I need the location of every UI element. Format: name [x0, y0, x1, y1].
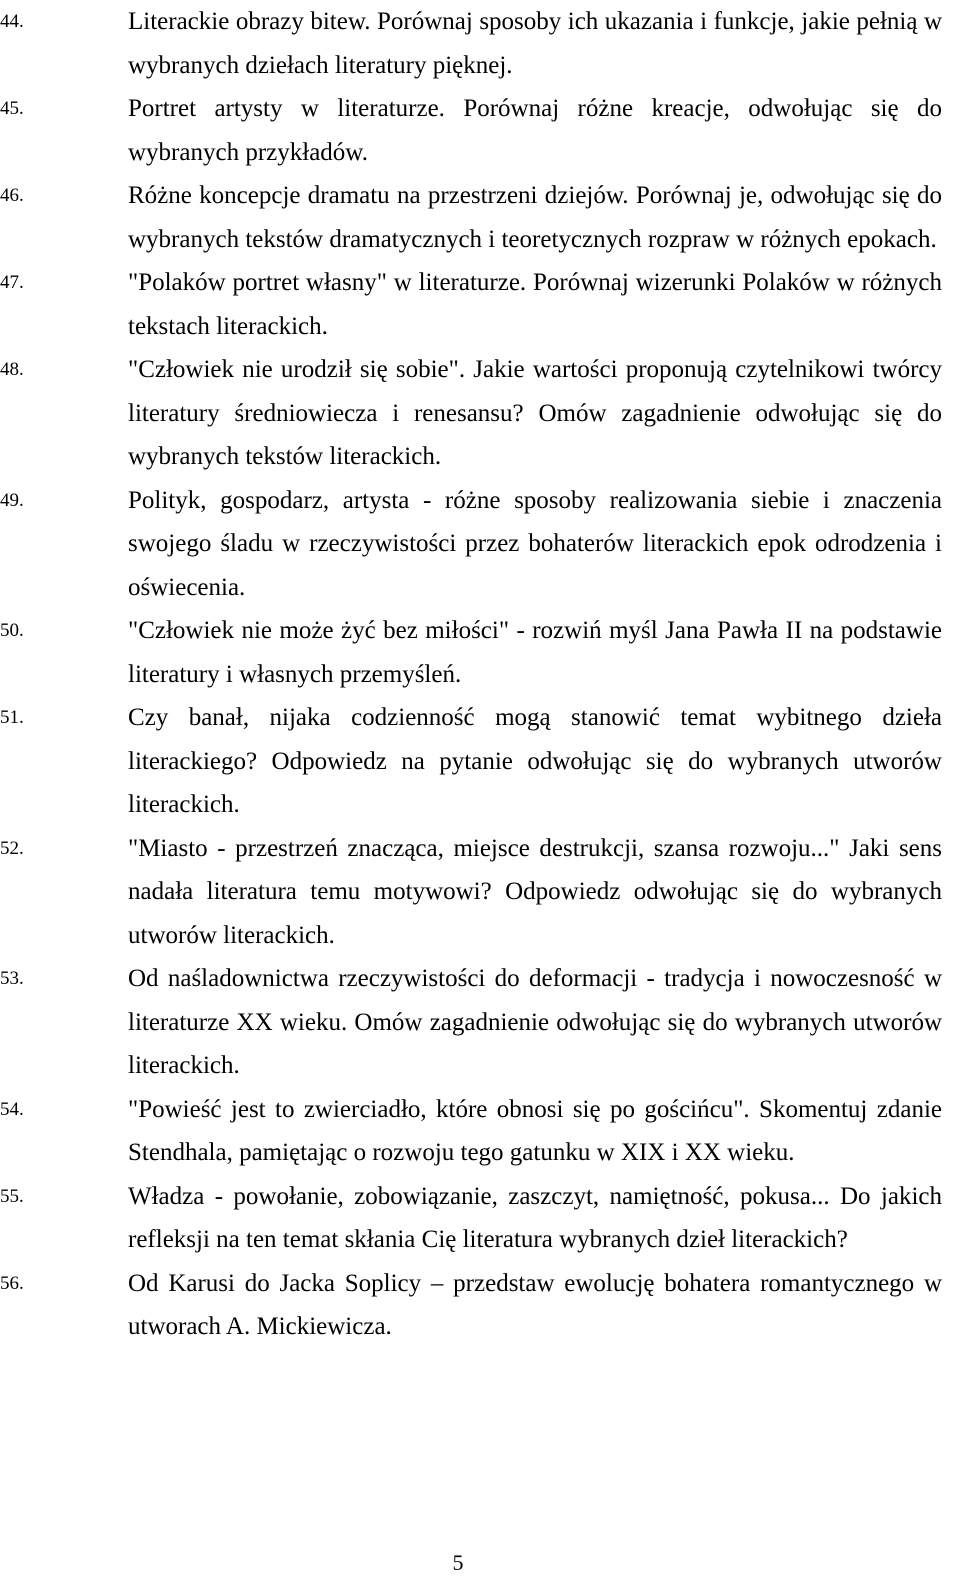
item-text: Literackie obrazy bitew. Porównaj sposoby ich ukazania i funkcje, jakie pełnią w wybranych dziełach literatury pięknej. [128, 8, 942, 79]
list-item [0, 87, 960, 174]
item-number: 45. [0, 98, 24, 119]
item-number: 55. [0, 1185, 24, 1207]
item-number: 53. [0, 968, 24, 989]
item-text: "Polaków portret własny" w literaturze. Porównaj wizerunki Polaków w różnych tekstach literackich. [128, 269, 942, 340]
item-number: 49. [0, 489, 24, 511]
item-text: "Powieść jest to zwierciadło, które obnosi się po gościńcu". Skomentuj zdanie Stendhala, pamiętając o rozwoju tego gatunku w XIX i XX wieku. [128, 1095, 942, 1166]
list-item [0, 696, 960, 827]
list-item [0, 1262, 960, 1349]
list-item [0, 609, 960, 696]
list-item [0, 479, 960, 610]
list-item [0, 957, 960, 1088]
item-number: 54. [0, 1098, 24, 1120]
item-text: "Człowiek nie urodził się sobie". Jakie wartości proponują czytelnikowi twórcy literatury średniowiecza i renesansu? Omów zagadnienie odwołując się do wybranych tekstów literackich. [128, 356, 942, 470]
item-number: 48. [0, 359, 24, 380]
list-item [0, 827, 960, 958]
item-number: 50. [0, 620, 24, 641]
item-number: 56. [0, 1272, 24, 1294]
item-number: 52. [0, 837, 24, 859]
list-item [0, 0, 960, 87]
item-text: Polityk, gospodarz, artysta - różne sposoby realizowania siebie i znaczenia swojego śladu w rzeczywistości przez bohaterów literackich epok odrodzenia i oświecenia. [128, 486, 942, 601]
list-item [0, 348, 960, 479]
item-text: Władza - powołanie, zobowiązanie, zaszczyt, namiętność, pokusa... Do jakich refleksji na ten temat skłania Cię literatura wybranych dzieł literackich? [128, 1182, 942, 1253]
item-text: "Człowiek nie może żyć bez miłości" - rozwiń myśl Jana Pawła II na podstawie literatury i własnych przemyśleń. [128, 617, 942, 688]
list-item [0, 261, 960, 348]
item-text: Portret artysty w literaturze. Porównaj różne kreacje, odwołując się do wybranych przykładów. [128, 95, 942, 166]
item-number: 47. [0, 272, 24, 293]
item-number: 46. [0, 185, 24, 206]
list-item [0, 1175, 960, 1262]
item-text: Od naśladownictwa rzeczywistości do deformacji - tradycja i nowoczesność w literaturze XX wieku. Omów zagadnienie odwołując się do wybranych utworów literackich. [128, 965, 942, 1079]
page-number: 5 [452, 1550, 464, 1575]
item-text: Czy banał, nijaka codzienność mogą stanowić temat wybitnego dzieła literackiego? Odpowiedz na pytanie odwołując się do wybranych utworów literackich. [128, 704, 942, 818]
list-item [0, 174, 960, 261]
list-item [0, 1088, 960, 1175]
item-text: Różne koncepcje dramatu na przestrzeni dziejów. Porównaj je, odwołując się do wybranych tekstów dramatycznych i teoretycznych rozpraw w różnych epokach. [128, 182, 942, 253]
item-text: "Miasto - przestrzeń znacząca, miejsce destrukcji, szansa rozwoju..." Jaki sens nadała literatura temu motywowi? Odpowiedz odwołując się do wybranych utworów literackich. [128, 834, 942, 949]
item-number: 44. [0, 11, 24, 32]
item-text: Od Karusi do Jacka Soplicy – przedstaw ewolucję bohatera romantycznego w utworach A. Mickiewicza. [128, 1269, 942, 1340]
item-number: 51. [0, 707, 24, 728]
